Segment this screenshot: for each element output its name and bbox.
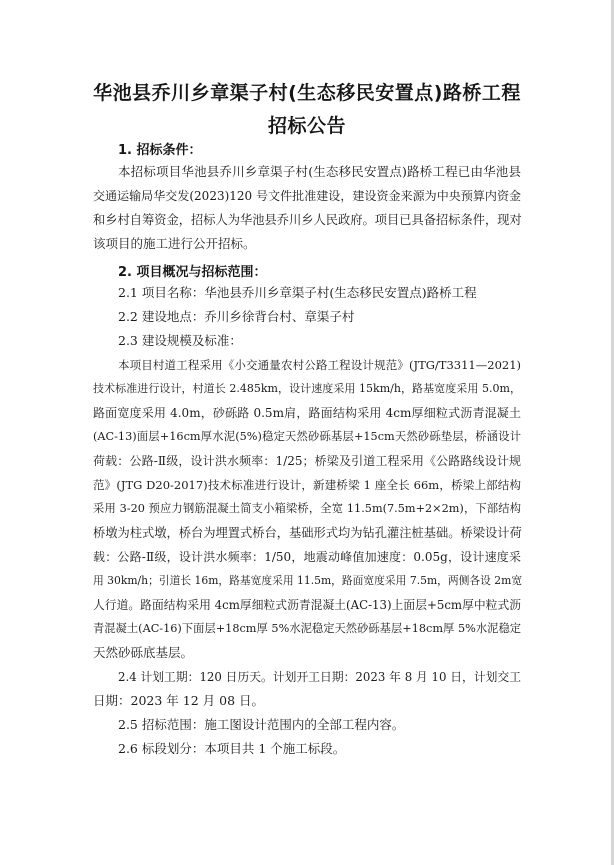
scale-paragraph-line: (AC-13)面层+16cm厚水泥(5%)稳定天然砂砾基层+15cm天然砂砾垫层，桥涵设计 xyxy=(93,430,521,443)
document-title-line1: 华池县乔川乡章渠子村(生态移民安置点)路桥工程 xyxy=(93,82,521,104)
item-2-1: 2.1 项目名称：华池县乔川乡章渠子村(生态移民安置点)路桥工程 xyxy=(118,285,477,300)
document-title-line2: 招标公告 xyxy=(267,115,346,137)
item-2-4-line: 日期：2023 年 12 月 08 日。 xyxy=(93,693,264,708)
scale-paragraph-line: 桥墩为柱式墩，桥台为埋置式桥台，基础形式均为钻孔灌注桩基础。桥梁设计荷 xyxy=(93,526,522,540)
scale-paragraph-line: 青混凝土(AC-16)下面层+18cm厚 5%水泥稳定天然砂砾基层+18cm厚 5%水泥稳定 xyxy=(93,622,521,635)
item-2-2: 2.2 建设地点：乔川乡徐背台村、章渠子村 xyxy=(118,309,355,324)
item-2-4-line: 2.4 计划工期：120 日历天。计划开工日期：2023 年 8 月 10 日，计划交工 xyxy=(118,670,521,684)
section1-heading: 1. 招标条件： xyxy=(118,143,202,158)
section1-paragraph-line: 该项目的施工进行公开招标。 xyxy=(93,236,256,251)
scale-paragraph-line: 路面宽度采用 4.0m，砂砾路 0.5m肩，路面结构采用 4cm厚细粒式沥青混凝土 xyxy=(93,406,521,420)
scale-paragraph-line: 荷载：公路-Ⅱ级，设计洪水频率：1/25；桥梁及引道工程采用《公路路线设计规 xyxy=(93,454,521,468)
item-2-3: 2.3 建设规模及标准： xyxy=(118,333,242,348)
scale-paragraph-line: 人行道。路面结构采用 4cm厚细粒式沥青混凝土(AC-13)上面层+5cm厚中粒式沥 xyxy=(93,598,521,612)
scale-paragraph-line: 天然砂砾底基层。 xyxy=(93,645,194,660)
scale-paragraph-line: 采用 3-20 预应力钢筋混凝土简支小箱梁桥，全宽 11.5m(7.5m+2×2m)，下部结构 xyxy=(93,502,521,515)
item-2-6: 2.6 标段划分：本项目共 1 个施工标段。 xyxy=(118,741,346,756)
section1-paragraph-line: 交通运输局华交发(2023)120 号文件批准建设，建设资金来源为中央预算内资金 xyxy=(93,189,521,203)
scale-paragraph-line: 技术标准进行设计，村道长 2.485km，设计速度采用 15km/h，路基宽度采用 5.0m， xyxy=(93,382,521,395)
scale-paragraph-line: 用 30km/h；引道长 16m，路基宽度采用 11.5m，路面宽度采用 7.5m，两侧各设 2m宽 xyxy=(93,574,523,587)
section2-heading: 2. 项目概况与招标范围： xyxy=(118,265,267,280)
scale-paragraph-line: 范》(JTG D20-2017)技术标准进行设计，新建桥梁 1 座全长 66m，桥梁上部结构 xyxy=(93,478,521,492)
section1-paragraph-line: 和乡村自筹资金，招标人为华池县乔川乡人民政府。项目已具备招标条件，现对 xyxy=(93,213,522,227)
section1-paragraph-line: 本招标项目华池县乔川乡章渠子村(生态移民安置点)路桥工程已由华池县 xyxy=(118,164,521,179)
scale-paragraph-line: 载：公路-Ⅱ级，设计洪水频率：1/50，地震动峰值加速度：0.05g，设计速度采 xyxy=(93,550,521,564)
scale-paragraph-line: 本项目村道工程采用《小交通量农村公路工程设计规范》(JTG/T3311—2021) xyxy=(118,358,521,372)
item-2-5: 2.5 招标范围：施工图设计范围内的全部工程内容。 xyxy=(118,717,405,732)
